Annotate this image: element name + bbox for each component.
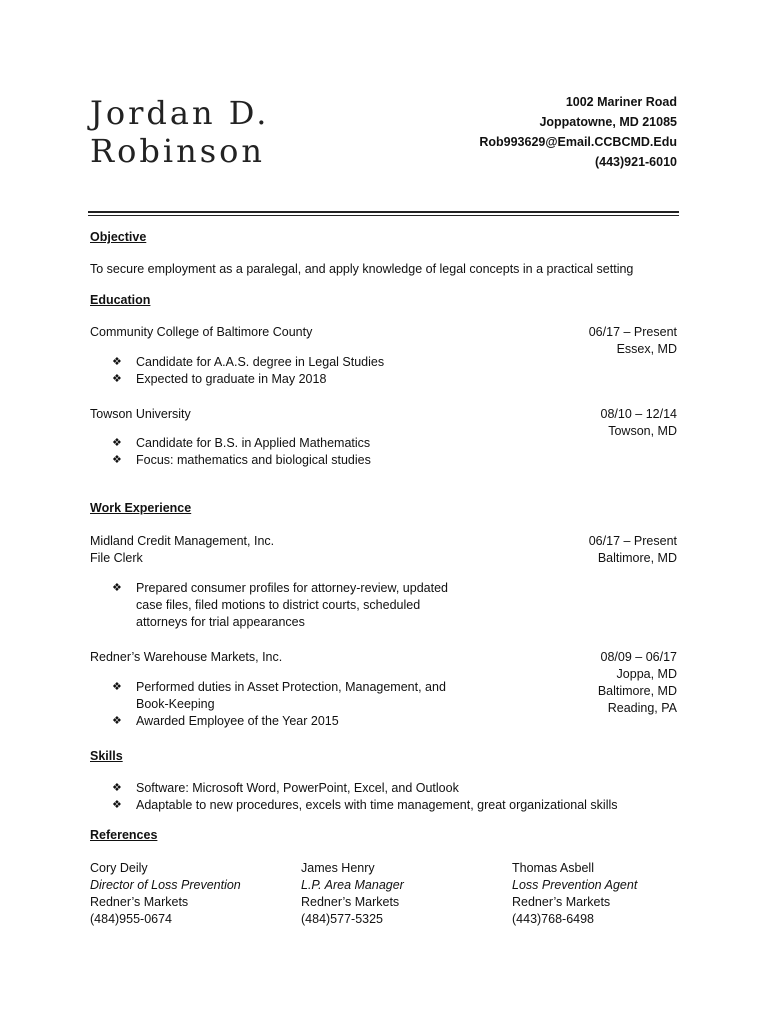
bullet-diamond-icon: ❖ (112, 356, 122, 368)
name-line-1: Jordan D. (90, 94, 270, 132)
contact-block (479, 92, 677, 172)
reference-card (512, 860, 637, 928)
education-school: Towson University (90, 407, 191, 421)
education-bullets (112, 354, 384, 388)
list-item: ❖ Candidate for B.S. in Applied Mathematics (112, 436, 371, 450)
address-line-2: Joppatowne, MD 21085 (539, 115, 677, 129)
work-company: Midland Credit Management, Inc. (90, 534, 275, 548)
bullet-diamond-icon: ❖ (112, 437, 122, 449)
list-item: ❖ Performed duties in Asset Protection, Management, and (112, 680, 446, 694)
work-dates: 06/17 – Present (588, 534, 677, 548)
work-title: File Clerk (90, 551, 143, 565)
reference-company: Redner’s Markets (90, 895, 189, 909)
reference-phone: (484)577-5325 (301, 912, 384, 926)
list-item: ❖ Prepared consumer profiles for attorney-review, updated (112, 581, 448, 595)
reference-title: Loss Prevention Agent (512, 878, 638, 892)
skills-heading: Skills (90, 749, 123, 763)
reference-title: Director of Loss Prevention (90, 878, 241, 892)
work-experience-heading: Work Experience (90, 501, 192, 515)
bullet-diamond-icon: ❖ (112, 582, 122, 594)
references-heading: References (90, 828, 158, 842)
list-item-continuation: attorneys for trial appearances (136, 615, 305, 629)
list-item: ❖ Awarded Employee of the Year 2015 (112, 714, 339, 728)
work-company: Redner’s Warehouse Markets, Inc. (90, 650, 283, 664)
bullet-diamond-icon: ❖ (112, 681, 122, 693)
reference-name: Thomas Asbell (512, 861, 594, 875)
list-item: ❖ Focus: mathematics and biological studies (112, 453, 371, 467)
education-dates: 06/17 – Present (588, 325, 677, 339)
bullet-diamond-icon: ❖ (112, 782, 122, 794)
work-location: Baltimore, MD (597, 684, 677, 698)
list-item: ❖ Adaptable to new procedures, excels with time management, great organizational skills (112, 798, 618, 812)
work-bullets (112, 679, 446, 730)
work-location: Joppa, MD (616, 667, 677, 681)
education-dates: 08/10 – 12/14 (600, 407, 677, 421)
email-text: Rob993629@Email.CCBCMD.Edu (479, 135, 677, 149)
reference-card (301, 860, 404, 928)
education-location: Essex, MD (616, 342, 677, 356)
applicant-name (90, 94, 269, 170)
list-item-continuation: Book-Keeping (136, 697, 215, 711)
education-location: Towson, MD (608, 424, 677, 438)
list-item-continuation: case files, filed motions to district courts, scheduled (136, 598, 421, 612)
header-divider-thin (88, 215, 679, 216)
list-item: ❖ Software: Microsoft Word, PowerPoint, Excel, and Outlook (112, 781, 459, 795)
list-item: ❖ Candidate for A.A.S. degree in Legal Studies (112, 355, 385, 369)
bullet-diamond-icon: ❖ (112, 715, 122, 727)
reference-card (90, 860, 241, 928)
name-line-2: Robinson (90, 132, 265, 170)
reference-phone: (484)955-0674 (90, 912, 173, 926)
list-item: ❖ Expected to graduate in May 2018 (112, 372, 327, 386)
education-heading: Education (90, 293, 151, 307)
education-school: Community College of Baltimore County (90, 325, 313, 339)
work-bullets (112, 580, 448, 631)
reference-company: Redner’s Markets (512, 895, 611, 909)
objective-text: To secure employment as a paralegal, and apply knowledge of legal concepts in a practical setting (90, 262, 634, 276)
phone-text: (443)921-6010 (594, 155, 677, 169)
work-location: Baltimore, MD (597, 551, 677, 565)
objective-heading: Objective (90, 230, 147, 244)
reference-phone: (443)768-6498 (512, 912, 595, 926)
skills-list (112, 780, 618, 814)
reference-name: James Henry (301, 861, 375, 875)
education-bullets (112, 435, 371, 469)
reference-title: L.P. Area Manager (301, 878, 404, 892)
bullet-diamond-icon: ❖ (112, 373, 122, 385)
address-line-1: 1002 Mariner Road (565, 95, 677, 109)
reference-name: Cory Deily (90, 861, 148, 875)
work-dates: 08/09 – 06/17 (600, 650, 677, 664)
work-location: Reading, PA (607, 701, 677, 715)
bullet-diamond-icon: ❖ (112, 454, 122, 466)
bullet-diamond-icon: ❖ (112, 799, 122, 811)
reference-company: Redner’s Markets (301, 895, 400, 909)
header-divider-thick (88, 211, 679, 213)
